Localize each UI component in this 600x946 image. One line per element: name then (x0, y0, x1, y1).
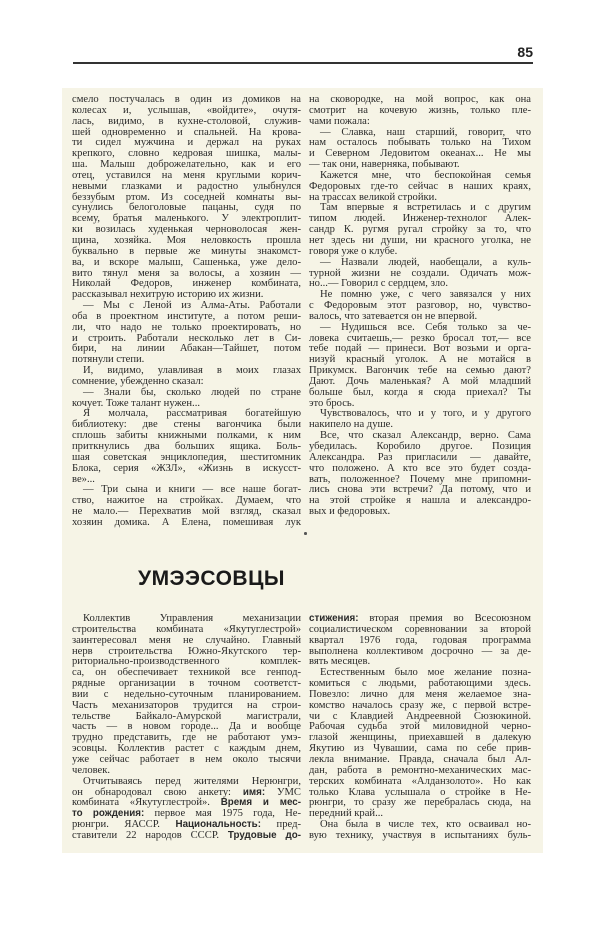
text-line: ша. Малыш доброжелательно, как и его (72, 159, 301, 171)
paragraph (309, 258, 531, 291)
text-line: выполнена коллективом досрочно — за де- (309, 645, 531, 657)
text-line: вых и федоровых. (309, 506, 391, 518)
text-line: лекла внимание. Правда, сначала был Ал- (309, 753, 531, 765)
text-line: дан, работа в ремонтно-механических мас- (309, 764, 531, 776)
text-line: уже сейчас работает в нем около тысячи (72, 753, 301, 765)
text-line: заинтересовал меня не случайно. Главный (72, 634, 301, 646)
text-line: говоря уже о клубе. (309, 245, 398, 257)
text-span: он обнародовал свою анкету: (72, 786, 243, 798)
text-line: Часть механизаторов трудится на строи- (72, 699, 301, 711)
text-line: и строить. Работали несколько лет в Си- (72, 332, 301, 344)
text-line: Кажется мне, что беспокойная семья (320, 169, 531, 181)
text-line: буквально в первые же минуты знакомст- (72, 245, 301, 257)
text-line: ство, нажитое на стройках. Думаем, что (72, 495, 301, 507)
text-line: сомнение, убежденно сказал: (72, 375, 204, 387)
paragraph (72, 777, 301, 842)
text-line: лись снова эти встречи? Да потому, что и (309, 484, 531, 496)
text-span: рюнгри. ЯАССР. (72, 819, 176, 831)
paragraph (309, 95, 531, 128)
bold-label: Время и мес- (220, 797, 301, 809)
text-line: колесах и, услышав, «войдите», очутя- (72, 104, 301, 116)
paragraph (72, 614, 301, 777)
text-line: са, он обеспечивает техникой все генпод- (72, 667, 301, 679)
text-line: чами пожала: (309, 115, 370, 127)
text-line: смотрит на кочевую жизнь, только пле- (309, 104, 531, 116)
text-line: глазой женщины, приехавшей в далекую (309, 732, 531, 744)
text-line (72, 831, 301, 842)
text-line: тельстве Байкало-Амурской магистрали, (72, 710, 301, 722)
text-line: ти сидел мужчина и держал на руках (72, 137, 301, 149)
text-span: комбината «Якутуглестрой». (72, 797, 221, 809)
text-span: вторая премия во Всесоюзном (358, 613, 531, 624)
text-line: что положено. А кто все это будет созда- (309, 462, 531, 474)
text-line: нам осталось побывать только на Тихом (309, 137, 531, 149)
text-column-top-right (309, 95, 531, 518)
article-title: УМЭЭСОВЦЫ (138, 567, 285, 590)
text-line: на трассах великой стройки. (309, 191, 437, 203)
text-line: всему, братья маленького. У электроплит- (72, 213, 301, 225)
text-line: риториально-производственного комплек- (72, 656, 301, 668)
text-line: библиотеку: две стены вагончика были (72, 419, 301, 431)
text-line: Чувствовалось, что и у того, и у другого (320, 408, 531, 420)
text-line: вии с недельно-суточным планированием. (72, 688, 301, 700)
text-line: турной жизни не создали. Одичать мож- (309, 267, 531, 279)
text-line: но...— Говорил с сердцем, зло. (309, 278, 448, 290)
text-line: потянули степи. (72, 354, 145, 366)
paragraph (72, 95, 301, 301)
paragraph (309, 614, 531, 668)
text-line: больше был, когда я сюда приехал? Ты (309, 386, 531, 398)
text-line: трудно представить, где не работают умэ- (72, 732, 301, 744)
text-line: ловека считаешь,— резко бросал тот,— все (309, 332, 531, 344)
text-line: шая советская энциклопедия, шеститомник (72, 451, 301, 463)
text-line: на сковородке, на мой вопрос, как она (309, 94, 531, 105)
text-line: — Знали бы, сколько людей по стране (83, 386, 301, 398)
text-line: нерв строительства Южно-Якутского тер- (72, 645, 301, 657)
text-line: вать, положенное? Почему мне припомни- (309, 473, 531, 485)
text-line: рюнгри, то сразу же перебралась сюда, на (309, 797, 531, 809)
text-line: комство началось сразу же, с первой встре- (309, 699, 531, 711)
page-number: 85 (517, 44, 533, 60)
text-line: терских комбината «Алданзолото». Но как (309, 775, 531, 787)
text-line: рядные организации в точном соответст- (72, 678, 301, 690)
paragraph (309, 820, 531, 842)
text-line: убедилась. Коробило другое. Позиция (309, 441, 531, 452)
text-column-bottom-right (309, 614, 531, 842)
text-line: Якутию из Чувашии, сама по себе прив- (309, 743, 531, 755)
text-column-bottom-left (72, 614, 301, 842)
paragraph (72, 409, 301, 485)
text-line: человек. (72, 764, 111, 776)
paragraph (309, 128, 531, 171)
text-line: Естественным было мое желание позна- (320, 667, 531, 679)
text-line: приткнулись два больших ящика. Боль- (72, 441, 301, 452)
text-line: квартал 1976 года, годовая программа (309, 634, 531, 646)
text-line: — Нудишься все. Себя только за че- (320, 321, 531, 333)
paragraph (72, 366, 301, 388)
print-dot (304, 532, 307, 535)
text-line: Рабочая судьба этой миловидной черно- (309, 721, 531, 733)
bold-label: стижения: (309, 613, 359, 624)
text-line: Прикумск. Вагончик тебе на семью дают? (309, 365, 531, 377)
text-line: вито тянул меня за волосы, а хозяин — (72, 267, 301, 279)
text-line: лась, видимо, в кухне-столовой, служив- (72, 115, 301, 127)
paragraph (309, 171, 531, 204)
bold-label: Трудовые до- (227, 829, 301, 841)
header-rule (73, 62, 533, 64)
text-line: Коллектив Управления механизации (83, 613, 301, 624)
paragraph (309, 409, 531, 431)
text-line: крепкого, словно кедровая шишка, малы- (72, 148, 301, 160)
bold-label: Национальность: (175, 819, 261, 831)
text-line: Там впервые я встретилась и с другим (320, 202, 531, 214)
paragraph (309, 431, 531, 518)
text-line: вую технику, участвуя в испытаниях буль- (309, 829, 531, 841)
text-line: тебе подай — принеси. Вот возьми и орга- (309, 343, 531, 355)
text-line: бири, на линии Абакан—Тайшет, потом (72, 343, 301, 355)
text-span: ставители 22 народов СССР. (72, 829, 228, 841)
text-line: беззубым ртом. Из соседней комнаты вы- (72, 191, 301, 203)
text-line: Николай Федоров, инженер комбината, (72, 278, 301, 290)
bold-label: то рождения: (72, 808, 145, 820)
paragraph (72, 388, 301, 410)
text-line: отец, уставился на меня круглыми корич- (72, 169, 301, 181)
text-line: — так они, наверняка, побывают. (309, 159, 460, 171)
text-span: первое мая 1975 года, Не- (144, 808, 301, 820)
text-line: кочует. Тоже талант нужен... (72, 397, 200, 409)
text-line: Повезло: лично для меня желаемое зна- (309, 688, 531, 700)
text-line: — Славка, наш старший, говорит, что (320, 126, 531, 138)
paragraph (309, 203, 531, 257)
text-line: Она была в числе тех, кто осваивал но- (320, 819, 531, 831)
text-line: шей одновременно и спальней. На крова- (72, 126, 301, 138)
text-line: сунулись белоголовые пацаны, судя по (72, 202, 301, 214)
text-line: — Назвали людей, наобещали, а куль- (320, 256, 531, 268)
text-column-top-left (72, 95, 301, 529)
paragraph (309, 290, 531, 323)
paragraph (72, 301, 301, 366)
text-line: ве»... (72, 473, 95, 485)
text-line: типом людей. Инженер-технолог Алек- (309, 213, 531, 225)
text-line: это брось. (309, 397, 355, 409)
text-line: Федоровых где-то сейчас в наших краях, (309, 180, 531, 192)
text-line: И, видимо, улавливая в моих глазах (83, 365, 301, 377)
text-span: УМС (265, 786, 301, 798)
text-line: комиться с людьми, работающими здесь. (309, 678, 531, 690)
text-line: смело постучалась в один из домиков на (72, 94, 301, 105)
text-line: низуй красный уголок. А не мотайся в (309, 354, 531, 366)
text-span: пред- (260, 819, 301, 831)
paragraph (309, 323, 531, 410)
text-line: валось, что затевается он не впервой. (309, 310, 478, 322)
text-line: часть — в новом городе... Да и вообще (72, 721, 301, 733)
text-line: невыми глазками и радостно улыбнулся (72, 180, 301, 192)
text-line: ли, что надо не только проектировать, но (72, 321, 301, 333)
text-line: рассказывал нехитрую историю их жизни. (72, 289, 264, 301)
text-line: только Клава услышала о стройке в Не- (309, 786, 531, 798)
text-line: и Северном Ледовитом океанах... Не мы (309, 148, 531, 160)
text-line: эсовцы. Коллектив растет с каждым днем, (72, 743, 301, 755)
text-line: хозяин домика. А Елена, помешивая лук (72, 516, 301, 528)
text-line: Блока, серия «ЖЗЛ», «Жизнь в искусст- (72, 462, 301, 474)
text-line: Не помню уже, с чего завязался у них (320, 289, 531, 301)
text-line: оба в проектном институте, а потом реши- (72, 310, 301, 322)
text-line: чи с Клавдией Андреевной Сюзюкиной. (309, 710, 531, 722)
text-line: сплошь забиты книжными полками, к ним (72, 430, 301, 442)
text-line: нет здесь ни души, ни красного уголка, не (309, 234, 531, 246)
text-line: — Три сына и книги — все наше богат- (83, 484, 301, 496)
text-line: сандр К. ругмя ругал стройку за то, что (309, 224, 531, 236)
text-line: — Мы с Леной из Алма-Аты. Работали (83, 300, 301, 312)
text-line: вять месяцев. (309, 656, 371, 668)
text-line: Я молчала, рассматривая богатейшую (83, 408, 301, 420)
text-line: ки возилась худенькая черноволосая жен- (72, 224, 301, 236)
paragraph (72, 485, 301, 528)
text-line: накипело на душе. (309, 419, 394, 431)
text-line: ва, и вскоре малыш, Сашенька, уже дело- (72, 256, 301, 268)
text-line: социалистическом соревновании за второй (309, 623, 531, 635)
paragraph (309, 668, 531, 820)
text-line: Отчитываясь перед жителями Нерюнгри, (83, 775, 301, 787)
text-line: с Федоровым этот разговор, но, чувство- (309, 300, 531, 312)
text-line: Все, что сказал Александр, верно. Сама (320, 430, 531, 442)
bold-label: имя: (242, 786, 266, 798)
text-line: щина, хозяйка. Моя неловкость прошла (72, 234, 301, 246)
text-line: Александра. Раз пригласили — давайте, (309, 451, 531, 463)
text-line: Дают. Дочь маленькая? А мой младший (309, 375, 531, 387)
text-line: передний край... (309, 808, 384, 820)
text-line: не мало.— Перехватив мой взгляд, сказал (72, 506, 301, 518)
text-line: на этой стройке я нашла и александро- (309, 495, 531, 507)
text-line: строительства комбината «Якутуглестрой» (72, 623, 301, 635)
